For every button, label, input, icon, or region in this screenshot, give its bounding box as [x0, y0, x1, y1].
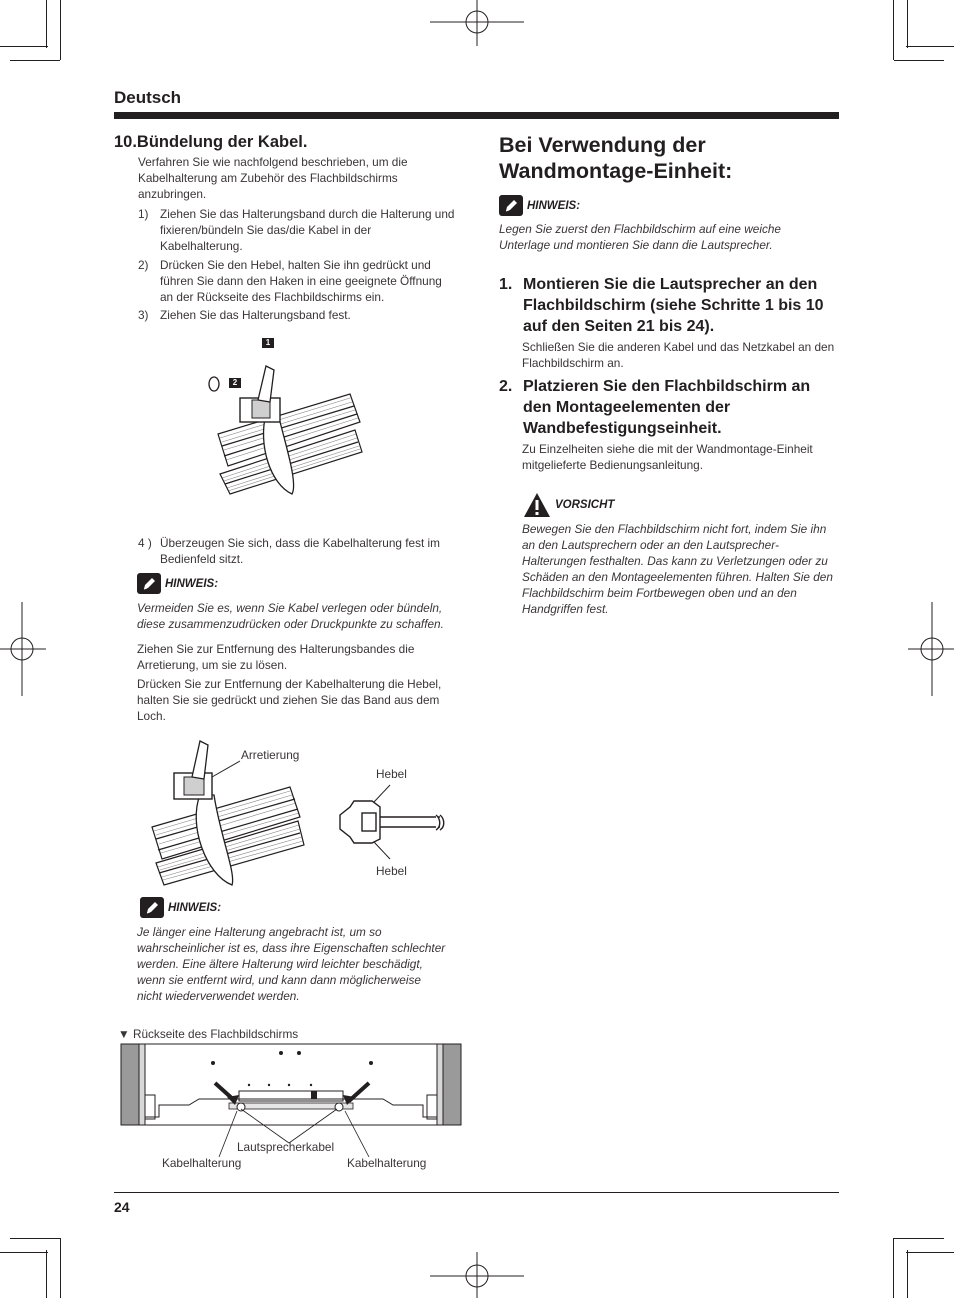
note-heading: [140, 897, 221, 918]
note-title: HINWEIS:: [165, 577, 219, 590]
cable-tie-illustration: [200, 334, 370, 514]
right-title: Bei Verwendung der Wandmontage-Einheit:: [499, 133, 733, 183]
paragraph: Ziehen Sie zur Entfernung des Halterungsbandes die Arretierung, um sie zu lösen.: [137, 642, 415, 672]
right-step-2-text: Zu Einzelheiten siehe die mit der Wandmontage-Einheit mitgelieferte Bedienungsanleitung.: [522, 442, 813, 472]
label-hebel-bottom: Hebel: [376, 864, 407, 878]
intro-text: Verfahren Sie wie nachfolgend beschrieben, um die Kabelhalterung am Zubehör des Flachbildschirms anzubringen.: [138, 155, 408, 201]
cable-tie-figure: [200, 334, 370, 514]
figure-caption: ▼ Rückseite des Flachbildschirms: [118, 1027, 299, 1041]
step-number: 1.: [499, 276, 513, 293]
step-text: Drücken Sie den Hebel, halten Sie ihn gedrückt und führen Sie dann den Haken in eine geeignete Öffnung an der Rückseite des Flachbildschirms ein.: [160, 258, 442, 304]
step-text: Ziehen Sie das Halterungsband durch die Halterung und fixieren/bündeln Sie das/die Kabel in der Kabelhalterung.: [160, 207, 455, 253]
step-text: Ziehen Sie das Halterungsband fest.: [160, 308, 351, 322]
note-text: Legen Sie zuerst den Flachbildschirm auf eine weiche Unterlage und montieren Sie dann die Lautsprecher.: [499, 222, 781, 252]
note-text: Vermeiden Sie es, wenn Sie Kabel verlegen oder bündeln, diese zusammenzudrücken oder Druckpunkte zu schaffen.: [137, 601, 444, 631]
label-lautsprecherkabel: Lautsprecherkabel: [237, 1140, 335, 1154]
note-heading: [499, 195, 580, 216]
warning-icon: [523, 492, 551, 518]
caution-heading: [523, 492, 614, 518]
badge-1: 1: [265, 338, 271, 347]
step-number: 2.: [499, 378, 513, 395]
step-heading: Platzieren Sie den Flachbildschirm an den Montageelementen der Wandbefestigungseinheit.: [523, 378, 811, 437]
step-number: 3): [138, 308, 149, 322]
cable-tie-removal-illustration: [140, 735, 460, 895]
note-title: HINWEIS:: [168, 901, 222, 914]
step-number: 1): [138, 207, 149, 221]
label-arretierung: Arretierung: [241, 748, 300, 762]
step-number: 4 ): [138, 536, 152, 550]
note-text: Je länger eine Halterung angebracht ist, um so wahrscheinlicher ist es, dass ihre Eigenschaften schlechter werden. Eine ältere Halterung wird leichter beschädigt, wenn sie entfernt wird, und kann dann möglicherweise nicht wiederverwendet werden.: [137, 925, 446, 1003]
removal-figure: [140, 735, 460, 895]
rear-panel-figure: [119, 1043, 463, 1173]
caution-text: Bewegen Sie den Flachbildschirm nicht fort, indem Sie ihn an den Lautsprechern oder an den Lautsprecher-Halterungen festhalten. Das kann zu Verletzungen oder zu Schäden an den Montageelementen führen. Halten Sie den Flachbildschirm beim Fortbewegen oben und an den Handgriffen fest.: [522, 522, 833, 616]
header-bar: [114, 112, 839, 119]
right-step-1-text: Schließen Sie die anderen Kabel und das Netzkabel an den Flachbildschirm an.: [522, 340, 835, 370]
note-title: HINWEIS:: [527, 199, 581, 212]
paragraph: Drücken Sie zur Entfernung der Kabelhalterung die Hebel, halten Sie sie gedrückt und ziehen Sie das Band aus dem Loch.: [137, 677, 442, 723]
caution-title: VORSICHT: [555, 499, 615, 511]
pencil-icon: [140, 897, 164, 918]
note-heading: [137, 573, 218, 594]
page-number: 24: [114, 1199, 130, 1215]
footer-rule: [114, 1192, 839, 1193]
pencil-icon: [137, 573, 161, 594]
label-hebel-top: Hebel: [376, 767, 407, 781]
language-label: Deutsch: [114, 88, 182, 107]
badge-2: 2: [232, 378, 238, 387]
step-text: Überzeugen Sie sich, dass die Kabelhalterung fest im Bedienfeld sitzt.: [160, 536, 441, 566]
step-number: 2): [138, 258, 149, 272]
label-kabelhalterung-right: Kabelhalterung: [347, 1156, 427, 1170]
section-title: 10.Bündelung der Kabel.: [114, 133, 308, 151]
pencil-icon: [499, 195, 523, 216]
step-heading: Montieren Sie die Lautsprecher an den Flachbildschirm (siehe Schritte 1 bis 10 auf den Seiten 21 bis 24).: [523, 276, 824, 335]
label-kabelhalterung-left: Kabelhalterung: [162, 1156, 242, 1170]
